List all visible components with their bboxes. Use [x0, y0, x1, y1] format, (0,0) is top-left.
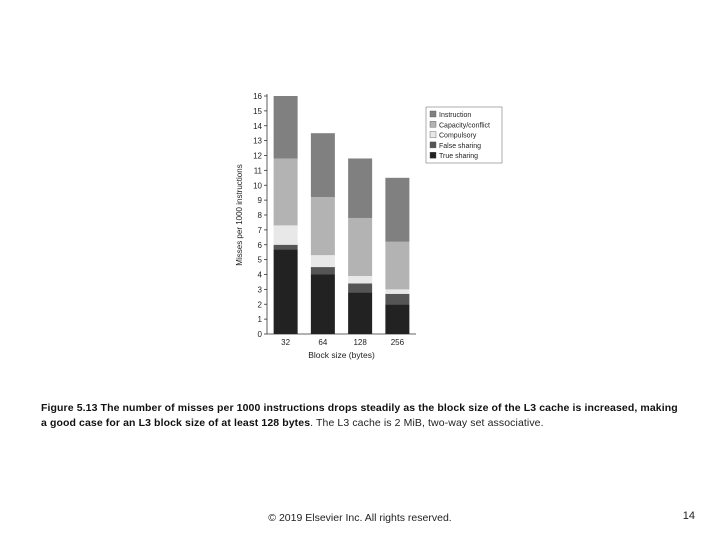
y-tick-label: 13: [253, 136, 262, 146]
y-tick-label: 11: [253, 166, 262, 176]
y-tick-label: 10: [253, 181, 262, 191]
bar-segment: [385, 178, 409, 242]
legend-label: Compulsory: [439, 132, 477, 140]
bar-segment: [385, 289, 409, 293]
y-tick-label: 15: [253, 106, 262, 116]
bar-segment: [311, 197, 335, 255]
bar-segment: [348, 218, 372, 276]
bar-segment: [274, 225, 298, 244]
legend-swatch: [430, 142, 436, 148]
y-tick-label: 9: [257, 196, 262, 206]
y-tick-label: 4: [257, 270, 262, 280]
legend-label: Capacity/conflict: [439, 122, 490, 130]
bar-segment: [385, 242, 409, 290]
y-tick-label: 7: [257, 225, 262, 235]
y-tick-label: 2: [257, 300, 262, 310]
legend-swatch: [430, 121, 436, 127]
legend-label: Instruction: [439, 112, 472, 119]
bar-segment: [311, 267, 335, 274]
y-tick-label: 6: [257, 240, 262, 250]
caption-normal: . The L3 cache is 2 MiB, two-way set associative.: [310, 417, 544, 429]
x-tick-label: 32: [281, 338, 291, 347]
copyright-footer: © 2019 Elsevier Inc. All rights reserved.: [268, 512, 452, 524]
bar-segment: [348, 276, 372, 283]
x-tick-label: 128: [353, 338, 367, 347]
legend-swatch: [430, 132, 436, 138]
figure-caption: [41, 401, 681, 431]
page-number: 14: [682, 510, 695, 522]
y-tick-label: 12: [253, 151, 262, 161]
y-tick-label: 14: [253, 121, 262, 131]
bar-segment: [348, 283, 372, 292]
bar-segment: [311, 133, 335, 197]
y-tick-label: 1: [257, 315, 262, 325]
bar-segment: [274, 96, 298, 158]
bar-segment: [348, 158, 372, 218]
bar-segment: [385, 304, 409, 334]
x-tick-label: 64: [318, 338, 328, 347]
y-tick-label: 16: [253, 92, 262, 101]
bar-segment: [274, 245, 298, 249]
y-tick-label: 5: [257, 255, 262, 265]
y-tick-label: 3: [257, 285, 262, 295]
bar-segment: [274, 158, 298, 225]
bar-segment: [274, 249, 298, 334]
y-tick-label: 0: [257, 330, 262, 339]
stacked-bar-chart: [230, 86, 510, 366]
legend-swatch: [430, 152, 436, 158]
x-tick-label: 256: [390, 338, 405, 347]
caption-bold: Figure 5.13 The number of misses per 1000 instructions drops steadily as the block size of the L3 cache is increased, making a good case for an L3 block size of at least 128 bytes: [41, 402, 678, 429]
legend-label: False sharing: [439, 142, 482, 150]
chart-svg: [230, 86, 510, 366]
bar-segment: [311, 255, 335, 267]
y-axis-title: Misses per 1000 instructions: [235, 164, 244, 266]
legend-label: True sharing: [439, 153, 479, 161]
y-tick-label: 8: [257, 211, 262, 220]
bar-segment: [311, 275, 335, 335]
bar-segment: [385, 294, 409, 304]
legend-swatch: [430, 111, 436, 117]
x-axis-title: Block size (bytes): [308, 350, 375, 360]
bar-segment: [348, 292, 372, 334]
